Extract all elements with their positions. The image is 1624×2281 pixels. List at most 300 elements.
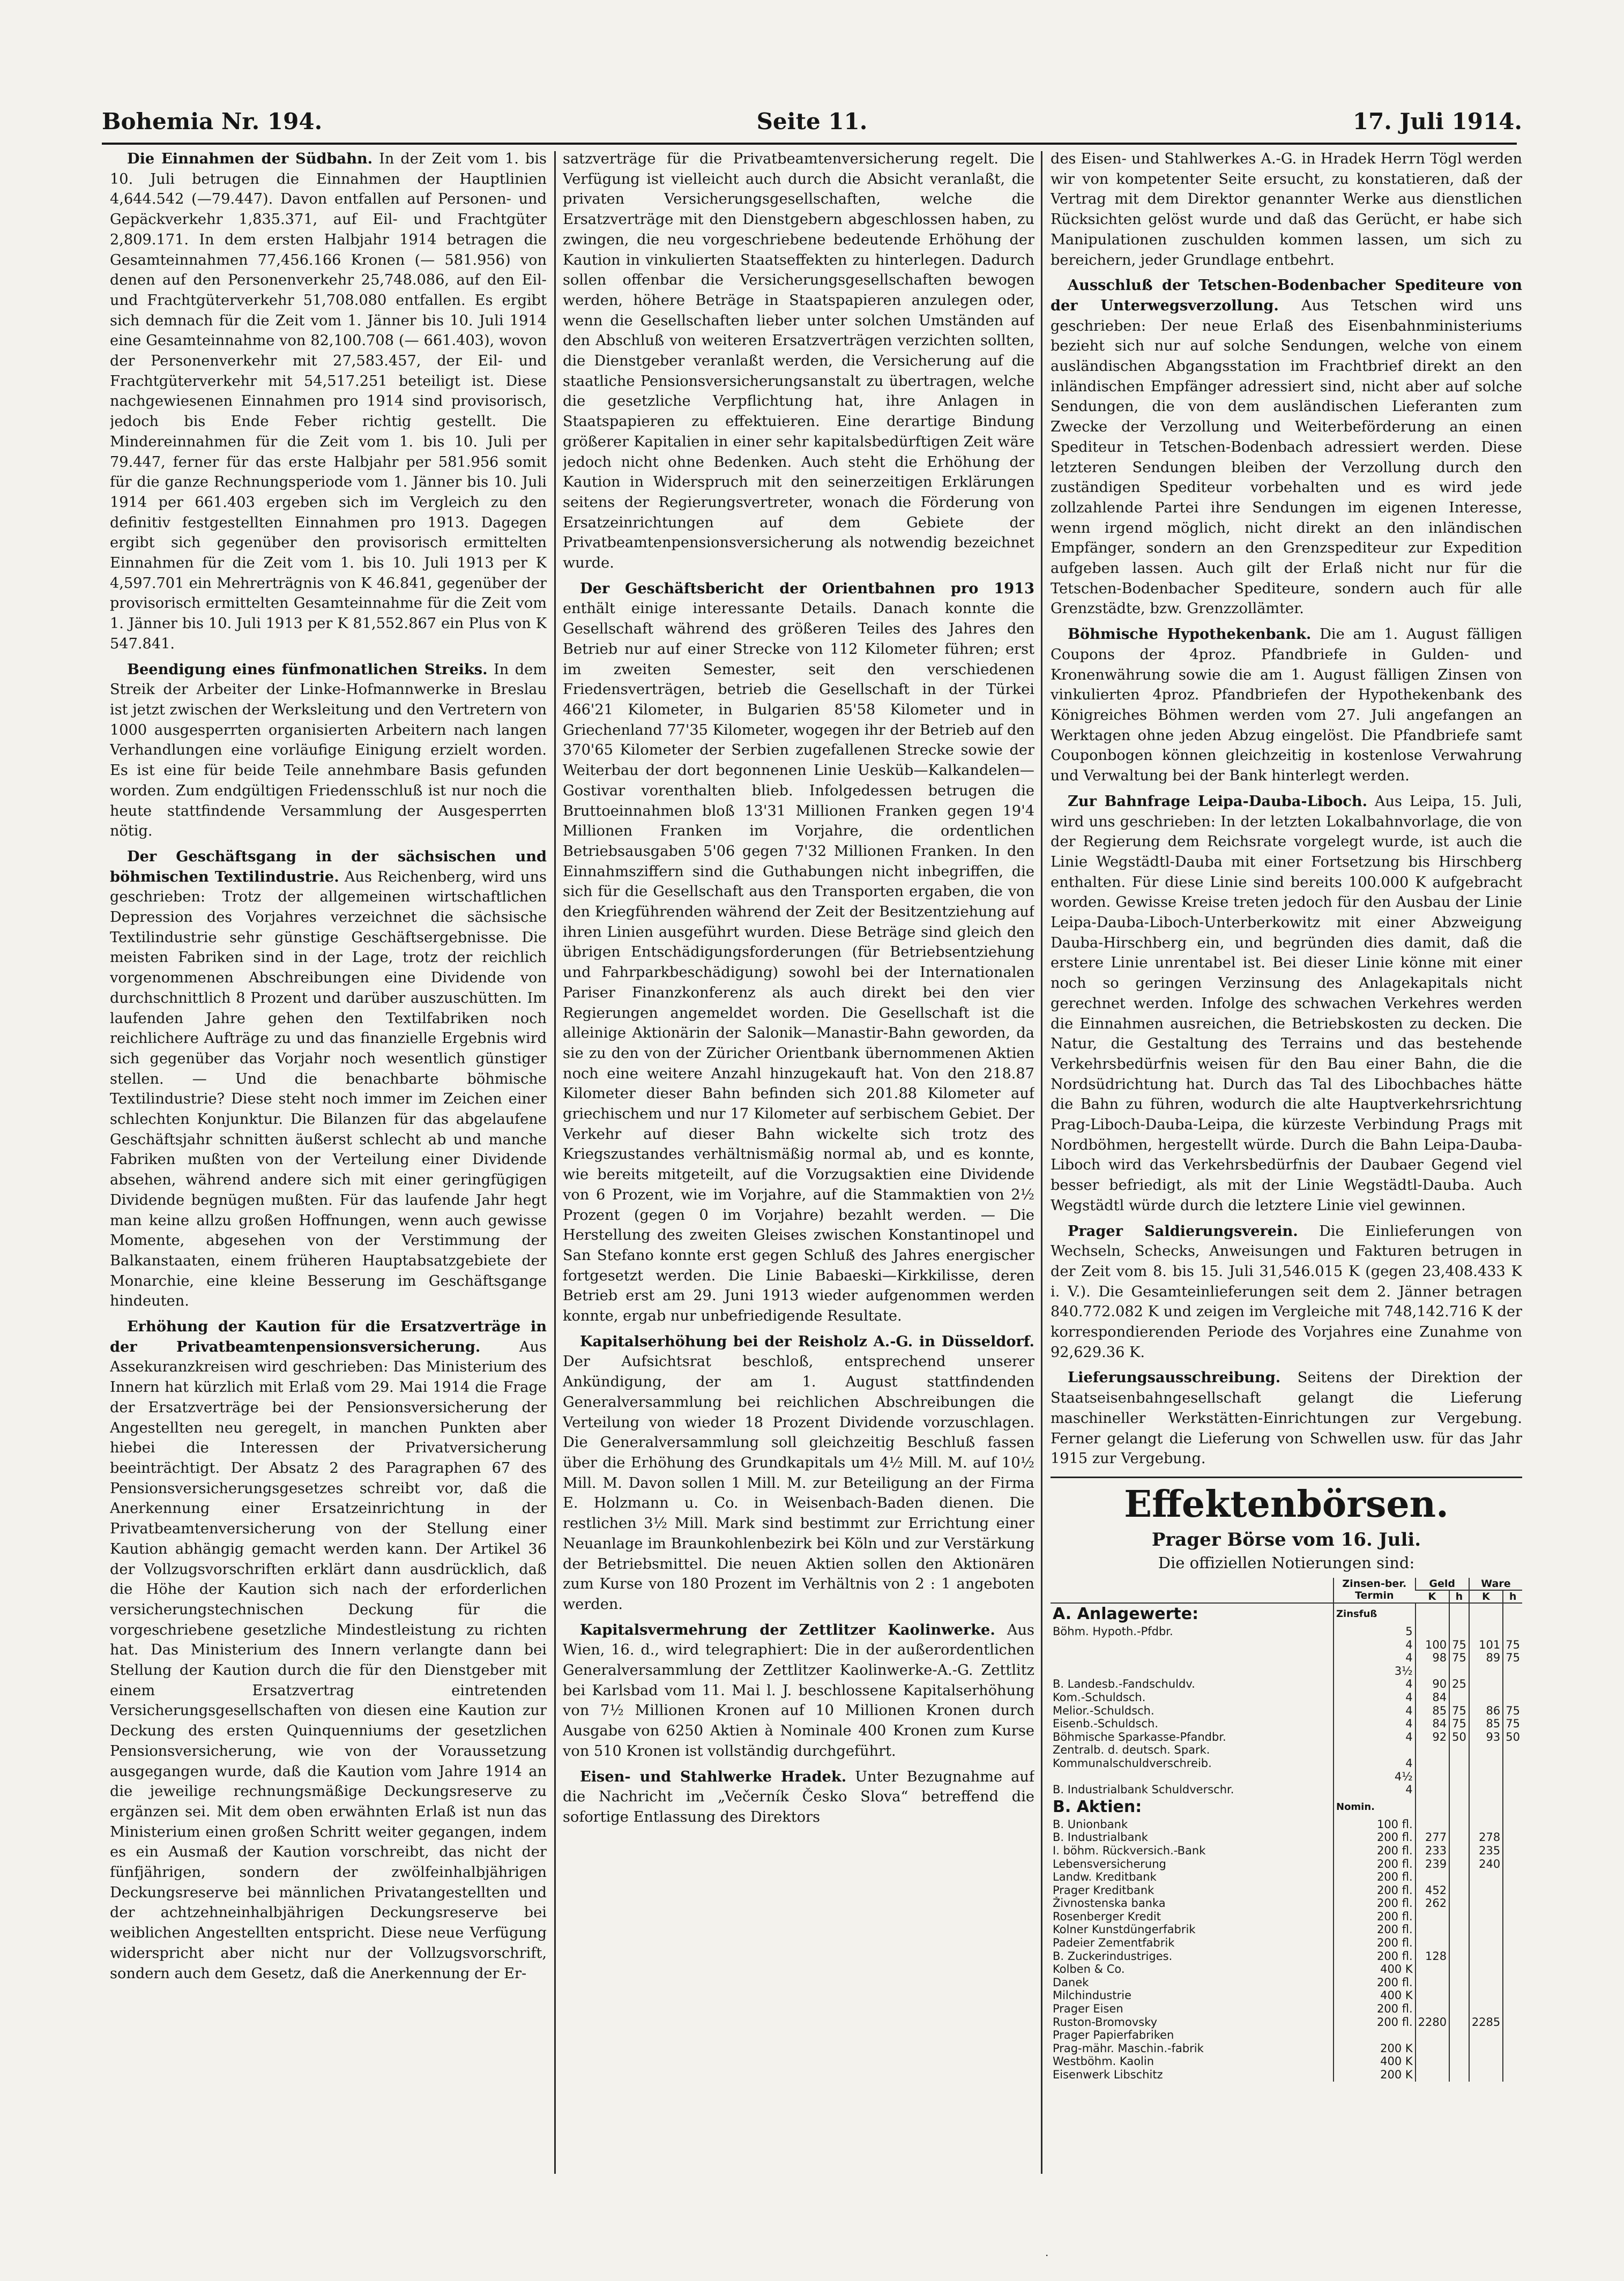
bid-heller	[1449, 1743, 1469, 1757]
bid-kronen	[1416, 2042, 1449, 2055]
ask-heller: 75	[1503, 1651, 1522, 1665]
bid-heller	[1449, 1963, 1469, 1976]
bid-heller	[1449, 2029, 1469, 2042]
ask-heller	[1503, 1897, 1522, 1910]
stock-name: Ruston-Bromovsky	[1053, 2015, 1158, 2029]
article-paragraph	[1051, 275, 1522, 619]
ask-heller	[1503, 1844, 1522, 1858]
ask-heller	[1503, 1678, 1522, 1691]
stock-name: Rosenberger Kredit	[1053, 1910, 1161, 1923]
column-1	[110, 149, 547, 2211]
article-heading: Kapitalsvermehrung der Zettlitzer Kaolinwerke.	[580, 1621, 995, 1638]
ask-kronen: 85	[1469, 1717, 1503, 1731]
stock-name	[1051, 1665, 1334, 1678]
ask-heller	[1503, 2002, 1522, 2016]
stock-term: 200 K	[1334, 2068, 1416, 2082]
stock-term: 200 fl.	[1334, 2016, 1416, 2029]
article-paragraph	[1051, 624, 1522, 786]
stock-name-header	[1051, 1578, 1334, 1603]
bid-kronen	[1416, 1910, 1449, 1924]
bid-kronen: 92	[1416, 1731, 1449, 1744]
stock-row	[1051, 1625, 1522, 1638]
ask-heller	[1503, 2029, 1522, 2042]
stock-name: Landw. Kreditbank	[1053, 1870, 1157, 1884]
stock-row	[1051, 2016, 1522, 2029]
article-body: des Eisen- und Stahlwerkes A.-G. in Hradek Herrn Tögl werden wir von kompetenter Seite ersucht, zu konstatieren, daß der Vertrag mit dem Direktor genannter Werke aus dienstlichen Rücksichten gelöst wurde und daß das Gerücht, er habe sich Manipulationen zuschulden kommen lassen, um sich zu bereichern, jeder Grundlage entbehrt.	[1051, 151, 1522, 269]
ask-kronen	[1469, 1963, 1503, 1976]
ask-kronen	[1469, 1757, 1503, 1770]
bid-heller	[1449, 1757, 1469, 1770]
column-2	[563, 149, 1034, 2211]
ask-kronen	[1469, 1936, 1503, 1950]
stock-term: 4	[1334, 1783, 1416, 1797]
ask-heller	[1503, 1870, 1522, 1884]
ask-kronen: 2285	[1469, 2016, 1503, 2029]
ask-kronen: 86	[1469, 1704, 1503, 1718]
stock-name: Padeier Zementfabrik	[1053, 1936, 1175, 1950]
bid-kronen	[1416, 2002, 1449, 2016]
stock-row	[1051, 1770, 1522, 1784]
article-body: Aus Leipa, 15. Juli, wird uns geschrieben: In der letzten Lokalbahnvorlage, die von der Regierung dem Reichsrate vorgelegt wurde, ist auch die Linie Wegstädtl-Dauba mit einer Fortsetzung bis Hirschberg enthalten. Für diese Linie sind bereits 100.000 K aufgebracht worden. Gewisse Kreise treten jedoch für den Ausbau der Linie Leipa-Dauba-Liboch-Unterberkowitz mit einer Abzweigung Dauba-Hirschberg ein, und begründen dies damit, daß die erstere Linie unrentabel ist. Bei dieser Linie könne mit einer noch so geringen Verzinsung des Anlagekapitals nicht gerechnet werden. Infolge des schwachen Verkehres werden die Einnahmen ausreichen, die Betriebskosten zu decken. Die Natur, die Gestaltung des Terrains und das bestehende Verkehrsbedürfnis weisen für den Bau einer Bahn, die die Nordsüdrichtung hat. Durch das Tal des Libochbaches hätte die Bahn zu führen, wodurch die alte Hauptverkehrsrichtung Prag-Liboch-Dauba-Leipa, die kürzeste Verbindung Prags mit Nordböhmen, hergestellt würde. Durch die Bahn Leipa-Dauba-Liboch wird das Verkehrsbedürfnis der Daubaer Gegend viel besser befriedigt, als mit der Linie Wegstädtl-Dauba. Auch Wegstädtl würde durch die letztere Linie viel gewinnen.	[1051, 793, 1522, 1214]
stock-empty-cell	[1469, 1603, 1503, 1625]
stock-term: 200 K	[1334, 2042, 1416, 2055]
article-paragraph	[563, 1620, 1034, 1762]
article-body: Der Aufsichtsrat beschloß, entsprechend unserer Ankündigung, der am 1. August stattfindenden Generalversammlung bei reichlichen Abschreibungen die Verteilung von wieder 18 Prozent Dividende vorzuschlagen. Die Generalversammlung soll gleichzeitig Beschluß fassen über die Erhöhung des Grundkapitals um 4½ Mill. M. auf 10½ Mill. M. Davon sollen 1 Mill. M. zur Beteiligung an der Firma E. Holzmann u. Co. in Weisenbach-Baden dienen. Die restlichen 3½ Mill. Mark sind bestimmt zur Errichtung einer Neuanlage im Braunkohlenbezirk bei Köln und zur Verstärkung der Betriebsmittel. Die neuen Aktien sollen den Aktionären zum Kurse von 180 Prozent im Verhältnis von 2 : 1 angeboten werden.	[563, 1353, 1034, 1613]
stock-name: Danek	[1053, 1976, 1089, 1989]
stock-row	[1051, 1743, 1522, 1757]
ask-heller: 75	[1503, 1704, 1522, 1718]
bid-kronen	[1416, 1770, 1449, 1784]
stock-group-row	[1051, 1603, 1522, 1625]
article-paragraph	[1051, 1221, 1522, 1363]
ask-kronen	[1469, 1976, 1503, 1989]
article-paragraph	[563, 149, 1034, 573]
bid-kronen: 239	[1416, 1858, 1449, 1871]
bid-kronen: 84	[1416, 1717, 1449, 1731]
ask-kronen	[1469, 1950, 1503, 1963]
ask-heller	[1503, 1783, 1522, 1797]
article-heading: Beendigung eines fünfmonatlichen Streiks.	[127, 660, 488, 678]
stock-quotes-table	[1051, 1578, 1522, 2082]
column-divider	[554, 151, 556, 2174]
stock-empty-cell	[1503, 1797, 1522, 1818]
stock-row	[1051, 1884, 1522, 1897]
bid-header: Geld	[1416, 1578, 1469, 1590]
stock-section-title: Effektenbörsen.	[1051, 1477, 1522, 1527]
article-paragraph	[110, 847, 547, 1311]
bid-heller: 75	[1449, 1704, 1469, 1718]
header-rule	[102, 143, 1517, 145]
stock-term: 4	[1334, 1651, 1416, 1665]
ask-kronen	[1469, 1989, 1503, 2002]
bid-heller	[1449, 1910, 1469, 1924]
stock-row	[1051, 1783, 1522, 1797]
stock-row	[1051, 1858, 1522, 1871]
bid-kronen	[1416, 1783, 1449, 1797]
stock-name: Prager Papierfabriken	[1053, 2029, 1174, 2042]
bid-heller: 25	[1449, 1678, 1469, 1691]
ask-kronen: 240	[1469, 1858, 1503, 1871]
bid-heller	[1449, 1950, 1469, 1963]
ask-heller	[1503, 1923, 1522, 1936]
bid-k-header: K	[1416, 1590, 1449, 1603]
article-paragraph	[110, 660, 547, 841]
ask-heller	[1503, 1936, 1522, 1950]
bid-kronen	[1416, 1936, 1449, 1950]
interest-term-header: Zinsen-ber. Termin	[1334, 1578, 1416, 1603]
stock-term	[1334, 2029, 1416, 2042]
ask-heller	[1503, 1770, 1522, 1784]
stock-term: 4	[1334, 1704, 1416, 1718]
ask-kronen	[1469, 1625, 1503, 1638]
bid-kronen	[1416, 1665, 1449, 1678]
stock-row	[1051, 2068, 1522, 2082]
stock-row	[1051, 1704, 1522, 1718]
stock-term: 200 fl.	[1334, 1950, 1416, 1963]
stock-term: 200 fl.	[1334, 1923, 1416, 1936]
article-heading: Lieferungsausschreibung.	[1068, 1369, 1281, 1387]
bid-heller	[1449, 1625, 1469, 1638]
ask-kronen	[1469, 1923, 1503, 1936]
stock-row	[1051, 2029, 1522, 2042]
ask-kronen	[1469, 1743, 1503, 1757]
stock-intro: Die offiziellen Notierungen sind:	[1158, 1554, 1415, 1572]
stock-term: 200 fl.	[1334, 1844, 1416, 1858]
article-heading: Böhmische Hypothekenbank.	[1068, 625, 1312, 643]
article-body: Seitens der Direktion der Staatseisenbahngesellschaft gelangt die Lieferung maschineller Werkstätten-Einrichtungen zur Vergebung. Ferner gelangt die Lieferung von Schwellen usw. für das Jahr 1915 zur Vergebung.	[1051, 1369, 1522, 1467]
article-heading: Prager Saldierungsverein.	[1068, 1222, 1298, 1240]
bid-heller	[1449, 2068, 1469, 2082]
bid-heller	[1449, 1770, 1469, 1784]
article-body: Die Einlieferungen von Wechseln, Schecks, Anweisungen und Fakturen betrugen in der Zeit vom 8. bis 15. Juli 31,546.015 K (gegen 23,408.433 K i. V.). Die Gesamteinlieferungen seit dem 2. Jänner betragen 840.772.082 K und zeigen im Vergleiche mit 748,142.716 K der korrespondierenden Periode des Vorjahres eine Zunahme von 92,629.36 K.	[1051, 1223, 1522, 1361]
article-heading: Die Einnahmen der Südbahn.	[127, 150, 373, 167]
article-heading: Kapitalserhöhung bei der Reisholz A.-G. in Düsseldorf.	[580, 1332, 1034, 1350]
stock-term: 4	[1334, 1678, 1416, 1691]
article-body: Aus Assekuranzkreisen wird geschrieben: Das Ministerium des Innern hat kürzlich mit Erlaß vom 29. Mai 1914 die Frage der Ersatzverträge bei der Pensionsversicherung der Angestellten neu geregelt, in manchen Punkten aber hiebei die Interessen der Privatversicherung beeinträchtigt. Der Absatz 2 des Paragraphen 67 des Pensionsversicherungsgesetzes schreibt vor, daß die Anerkennung einer Ersatzeinrichtung in der Privatbeamtenversicherung von der Stellung einer Kaution abhängig gemacht werden kann. Der Artikel 36 der Vollzugsvorschriften erklärt dann ausdrücklich, daß die Höhe der Kaution sich nach der erforderlichen versicherungstechnischen Deckung für die vorgeschriebene gesetzliche Mindestleistung zu richten hat. Das Ministerium des Innern verlangte dann bei Stellung der Kaution durch die für den Dienstgeber mit einem Ersatzvertrag eintretenden Versicherungsgesellschaften von diesen eine Kaution zur Deckung des ersten Quinquenniums der gesetzlichen Pensionsversicherung, wie von der Voraussetzung ausgegangen wurde, daß die Kaution vom Jahre 1914 an die jeweilige rechnungsmäßige Deckungsreserve zu ergänzen sei. Mit dem oben erwähnten Erlaß ist nun das Ministerium einen großen Schritt weiter gegangen, indem es ein Ausmaß der Kaution vorschreibt, das nicht der fünfjährigen, sondern der zwölfeinhalbjährigen Deckungsreserve bei männlichen Privatangestellten und der achtzehneinhalbjährigen Deckungsreserve bei weiblichen Angestellten entspricht. Diese neue Verfügung widerspricht aber nicht nur der Vollzugsvorschrift, sondern auch dem Gesetz, daß die Anerkennung der Er-	[110, 1338, 547, 1982]
stock-row	[1051, 1638, 1522, 1652]
bid-kronen: 98	[1416, 1651, 1449, 1665]
stock-name: Prager Kreditbank	[1053, 1883, 1154, 1897]
article-paragraph	[1051, 149, 1522, 270]
stock-name: Kolner Kunstdüngerfabrik	[1053, 1923, 1196, 1936]
stock-row	[1051, 1936, 1522, 1950]
stock-name: Kolben & Co.	[1053, 1963, 1125, 1976]
ask-heller	[1503, 1989, 1522, 2002]
stock-name: I. böhm. Rückversich.-Bank	[1053, 1844, 1206, 1857]
stock-term: 3½	[1334, 1665, 1416, 1678]
ask-heller	[1503, 1625, 1522, 1638]
ask-kronen: 101	[1469, 1638, 1503, 1652]
stock-row	[1051, 1717, 1522, 1731]
bid-heller	[1449, 2002, 1469, 2016]
ask-heller	[1503, 1858, 1522, 1871]
bid-h-header: h	[1449, 1590, 1469, 1603]
bid-kronen	[1416, 1923, 1449, 1936]
ask-heller	[1503, 1976, 1522, 1989]
stock-row	[1051, 1665, 1522, 1678]
article-body: Aus Tetschen wird uns geschrieben: Der neue Erlaß des Eisenbahnministeriums bezieht sich nur auf solche Sendungen, welche von einem ausländischen Abgangsstation im Frachtbrief direkt an den inländischen Empfänger adressiert sind, nicht aber auf solche Sendungen, die von dem ausländischen Lieferanten zum Zwecke der Verzollung und Weiterbeförderung an einen Spediteur in Tetschen-Bodenbach adressiert werden. Diese letzteren Sendungen bleiben der Verzollung durch den zuständigen Spediteur vorbehalten und es wird jede zollzahlende Partei ihre Sendungen im eigenen Interesse, wenn irgend möglich, nicht direkt an den inländischen Empfänger, sondern an den Grenzspediteur zur Expedition aufgeben lassen. Auch gilt der Erlaß nicht nur für die Tetschen-Bodenbacher Spediteure, sondern auch für alle Grenzstädte, bzw. Grenzzollämter.	[1051, 297, 1522, 617]
stock-row	[1051, 1989, 1522, 2002]
bid-kronen	[1416, 1976, 1449, 1989]
article-paragraph	[563, 1332, 1034, 1615]
page-header	[102, 102, 1522, 145]
ask-heller	[1503, 2055, 1522, 2068]
ask-kronen	[1469, 2068, 1503, 2082]
page-mark: ·	[1045, 2249, 1049, 2262]
stock-name: Böhmische Sparkasse-Pfandbr.	[1053, 1730, 1226, 1743]
stock-term	[1334, 1743, 1416, 1757]
stock-name: Prag-mähr. Maschin.-fabrik	[1053, 2041, 1204, 2055]
article-heading: Ausschluß der Tetschen-Bodenbacher Spediteure von der Unterwegsverzollung.	[1051, 277, 1522, 314]
stock-name: Eisenb.-Schuldsch.	[1053, 1717, 1158, 1731]
bid-heller: 75	[1449, 1638, 1469, 1652]
stock-term: 400 K	[1334, 2055, 1416, 2068]
bid-kronen: 277	[1416, 1831, 1449, 1844]
stock-term: 4	[1334, 1731, 1416, 1744]
ask-heller	[1503, 1963, 1522, 1976]
bid-kronen	[1416, 1625, 1449, 1638]
ask-kronen	[1469, 1665, 1503, 1678]
stock-name: B. Industrialbank Schuldverschr.	[1053, 1783, 1234, 1797]
stock-term: 200 fl.	[1334, 1831, 1416, 1844]
article-body: Aus Wien, 16. d., wird telegraphiert: Die in der außerordentlichen Generalversammlung der Zettlitzer Kaolinwerke-A.-G. Zettlitz bei Karlsbad vom 11. Mai l. J. beschlossene Kapitalserhöhung von 7½ Millionen Kronen auf 10 Millionen Kronen durch Ausgabe von 6250 Aktien à Nominale 400 Kronen zum Kurse von 510 Kronen ist vollständig durchgeführt.	[563, 1621, 1034, 1760]
bid-heller	[1449, 1858, 1469, 1871]
ask-heller	[1503, 1910, 1522, 1924]
stock-row	[1051, 1950, 1522, 1963]
stock-name: Kommunalschuldverschreib.	[1053, 1756, 1212, 1770]
ask-h-header: h	[1503, 1590, 1522, 1603]
stock-name: B. Zuckerindustriges.	[1053, 1949, 1173, 1963]
article-body: In der Zeit vom 1. bis 10. Juli betrugen die Einnahmen der Hauptlinien 4,644.542 (—79.447). Davon entfallen auf Personen- und Gepäckverkehr 1,835.371, auf Eil- und Frachtgüter 2,809.171. In dem ersten Halbjahr 1914 betragen die Gesamteinnahmen 77,456.166 Kronen (— 581.956) von denen auf den Personenverkehr 25,748.086, auf den Eil- und Frachtgüterverkehr 51,708.080 entfallen. Es ergibt sich demnach für die Zeit vom 1. Jänner bis 10. Juli 1914 eine Gesamteinnahme von 82,100.708 (— 661.403), wovon der Personenverkehr mit 27,583.457, der Eil- und Frachtgüterverkehr mit 54,517.251 beteiligt ist. Diese nachgewiesenen Einnahmen pro 1914 sind provisorisch, jedoch bis Ende Feber richtig gestellt. Die Mindereinnahmen für die Zeit vom 1. bis 10. Juli per 79.447, ferner für das erste Halbjahr per 581.956 somit für die ganze Rechnungsperiode vom 1. Jänner bis 10. Juli 1914 per 661.403 ergeben sich im Vergleich zu den definitiv festgestellten Einnahmen pro 1913. Dagegen ergibt sich gegenüber den provisorisch ermittelten Einnahmen für die Zeit vom 1. bis 10. Juli 1913 per K 4,597.701 ein Mehrerträgnis von K 46.841, gegenüber der provisorisch ermittelten Gesamteinnahme für die Zeit vom 1. Jänner bis 10. Juli 1913 per K 81,552.867 ein Plus von K 547.841.	[110, 151, 547, 652]
stock-row	[1051, 2042, 1522, 2055]
ask-kronen	[1469, 1678, 1503, 1691]
ask-kronen	[1469, 2029, 1503, 2042]
bid-heller	[1449, 2055, 1469, 2068]
publication-name: Bohemia Nr. 194.	[102, 108, 323, 135]
bid-kronen: 100	[1416, 1638, 1449, 1652]
bid-heller	[1449, 1884, 1469, 1897]
stock-term: 200 fl.	[1334, 1897, 1416, 1910]
ask-kronen	[1469, 2002, 1503, 2016]
stock-row	[1051, 1844, 1522, 1858]
article-paragraph	[1051, 792, 1522, 1216]
stock-name: Melior.-Schuldsch.	[1053, 1704, 1154, 1717]
bid-kronen: 90	[1416, 1678, 1449, 1691]
bid-heller: 50	[1449, 1731, 1469, 1744]
ask-kronen	[1469, 2042, 1503, 2055]
column-3-articles	[1051, 149, 1522, 1469]
stock-name: B. Landesb.-Fandschuldv.	[1053, 1678, 1195, 1691]
ask-k-header: K	[1469, 1590, 1503, 1603]
stock-group-label: A. Anlagewerte:	[1053, 1605, 1199, 1623]
article-body: Die am 1. August fälligen Coupons der 4proz. Pfandbriefe in Gulden- und Kronenwährung sowie die am 1. August fälligen Zinsen von vinkulierten 4proz. Pfandbriefen der Hypothekenbank des Königreiches Böhmen werden vom 27. Juli angefangen an Werktagen ohne jeden Abzug eingelöst. Die Pfandbriefe samt Couponbogen können gleichzeitig in kostenlose Verwahrung und Verwaltung bei der Bank hinterlegt werden.	[1051, 626, 1522, 785]
ask-heller	[1503, 1831, 1522, 1844]
ask-heller	[1503, 1818, 1522, 1831]
bid-heller	[1449, 1818, 1469, 1831]
article-heading: Zur Bahnfrage Leipa-Dauba-Liboch.	[1068, 792, 1368, 810]
bid-heller	[1449, 1831, 1469, 1844]
stock-empty-cell	[1469, 1797, 1503, 1818]
stock-name: Milchindustrie	[1053, 1989, 1131, 2002]
stock-row	[1051, 1651, 1522, 1665]
article-body: satzverträge für die Privatbeamtenversicherung regelt. Die Verfügung ist vielleicht auch durch die Absicht veranlaßt, die privaten Versicherungsgesellschaften, welche die Ersatzverträge mit den Dienstgebern abgeschlossen haben, zu zwingen, die neu vorgeschriebene bedeutende Erhöhung der Kaution in vinkulierten Staatseffekten zu hinterlegen. Dadurch sollen offenbar die Versicherungsgesellschaften bewogen werden, höhere Beträge in Staatspapieren anzulegen oder, wenn die Gesellschaften lieber unter solchen Umständen auf den Abschluß von weiteren Ersatzverträgen verzichten sollten, die Dienstgeber veranlaßt werden, die Versicherung auf die staatliche Pensionsversicherungsanstalt zu übertragen, welche die gesetzliche Verpflichtung hat, ihre Anlagen in Staatspapieren zu effektuieren. Eine derartige Bindung größerer Kapitalien in einer sehr kapitalsbedürftigen Zeit wäre jedoch nicht ohne Bedenken. Auch steht die Erhöhung der Kaution in Widerspruch mit den seinerzeitigen Erklärungen seitens der Regierungsvertreter, wonach die Förderung von Ersatzeinrichtungen auf dem Gebiete der Privatbeamtenpensionsversicherung als notwendig bezeichnet wurde.	[563, 151, 1034, 572]
stock-term: 400 K	[1334, 1989, 1416, 2002]
ask-kronen	[1469, 1770, 1503, 1784]
ask-heller	[1503, 1691, 1522, 1704]
bid-kronen	[1416, 2068, 1449, 2082]
stock-row	[1051, 1691, 1522, 1704]
stock-name: Prager Eisen	[1053, 2002, 1123, 2016]
ask-heller: 75	[1503, 1638, 1522, 1652]
ask-heller	[1503, 1757, 1522, 1770]
stock-name: B. Unionbank	[1053, 1817, 1128, 1831]
stock-row	[1051, 1818, 1522, 1831]
bid-kronen: 2280	[1416, 2016, 1449, 2029]
stock-term: 200 fl.	[1334, 1976, 1416, 1989]
bid-heller	[1449, 2016, 1469, 2029]
stock-term: 100 fl.	[1334, 1818, 1416, 1831]
stock-empty-cell	[1416, 1603, 1449, 1625]
article-heading: Eisen- und Stahlwerke Hradek.	[580, 1768, 847, 1785]
column-3	[1051, 149, 1522, 2211]
stock-row	[1051, 2055, 1522, 2068]
bid-kronen: 84	[1416, 1691, 1449, 1704]
stock-name: Živnostenska banka	[1053, 1897, 1166, 1910]
article-paragraph	[1051, 1368, 1522, 1469]
article-body: In dem Streik der Arbeiter der Linke-Hofmannwerke in Breslau ist jetzt zwischen der Werksleitung und den Vertretern von 1000 ausgesperrten organisierten Arbeitern nach langen Verhandlungen eine vorläufige Einigung erzielt worden. Es ist eine für beide Teile annehmbare Basis gefunden worden. Zum endgültigen Friedensschluß ist nur noch die heute stattfindende Versammlung der Ausgesperrten nötig.	[110, 661, 547, 840]
ask-heller: 75	[1503, 1717, 1522, 1731]
stock-term: 200 fl.	[1334, 1858, 1416, 1871]
ask-kronen	[1469, 1897, 1503, 1910]
stock-name: Böhm. Hypoth.-Pfdbr.	[1053, 1625, 1173, 1638]
stock-empty-cell	[1503, 1603, 1522, 1625]
stock-row	[1051, 1976, 1522, 1989]
ask-kronen	[1469, 1870, 1503, 1884]
bid-heller	[1449, 1936, 1469, 1950]
stock-row	[1051, 1678, 1522, 1691]
stock-group-sublabel: Zinsfuß	[1334, 1603, 1416, 1625]
stock-name: Lebensversicherung	[1053, 1857, 1166, 1870]
bid-heller	[1449, 1976, 1469, 1989]
stock-row	[1051, 1923, 1522, 1936]
ask-kronen: 89	[1469, 1651, 1503, 1665]
bid-kronen: 128	[1416, 1950, 1449, 1963]
stock-term: 400 K	[1334, 1963, 1416, 1976]
bid-kronen	[1416, 2029, 1449, 2042]
ask-heller	[1503, 1884, 1522, 1897]
ask-kronen	[1469, 1910, 1503, 1924]
stock-row	[1051, 1757, 1522, 1770]
article-heading: Erhöhung der Kaution für die Ersatzverträge in der Privatbeamtenpensionsversicherung.	[110, 1318, 547, 1355]
stock-row	[1051, 1870, 1522, 1884]
ask-heller	[1503, 1743, 1522, 1757]
stock-name: Kom.-Schuldsch.	[1053, 1690, 1146, 1704]
stock-exchange-subtitle: Prager Börse vom 16. Juli.	[1151, 1529, 1421, 1551]
ask-heller	[1503, 1950, 1522, 1963]
stock-term: 4	[1334, 1691, 1416, 1704]
bid-heller	[1449, 1870, 1469, 1884]
stock-term: 200 fl.	[1334, 1936, 1416, 1950]
bid-heller: 75	[1449, 1717, 1469, 1731]
stock-name: Eisenwerk Libschitz	[1053, 2068, 1163, 2081]
article-body: Unter Bezugnahme auf die Nachricht im „Večerník Česko Slova“ betreffend die sofortige Entlassung des Direktors	[563, 1768, 1034, 1825]
stock-row	[1051, 1897, 1522, 1910]
bid-heller	[1449, 2042, 1469, 2055]
bid-kronen	[1416, 1757, 1449, 1770]
stock-term: 4	[1334, 1757, 1416, 1770]
ask-heller: 50	[1503, 1731, 1522, 1744]
bid-heller: 75	[1449, 1651, 1469, 1665]
ask-heller	[1503, 2068, 1522, 2082]
stock-row	[1051, 1910, 1522, 1924]
bid-heller	[1449, 1844, 1469, 1858]
stock-name: B. Industrialbank	[1053, 1831, 1148, 1844]
stock-group-sublabel: Nomin.	[1334, 1797, 1416, 1818]
article-paragraph	[563, 579, 1034, 1326]
bid-heller	[1449, 1923, 1469, 1936]
stock-row	[1051, 2002, 1522, 2016]
bid-kronen: 85	[1416, 1704, 1449, 1718]
stock-table-body	[1051, 1603, 1522, 2082]
bid-kronen	[1416, 1743, 1449, 1757]
bid-heller	[1449, 1783, 1469, 1797]
ask-kronen: 93	[1469, 1731, 1503, 1744]
bid-kronen	[1416, 1963, 1449, 1976]
stock-name	[1051, 1770, 1334, 1784]
issue-date: 17. Juli 1914.	[1352, 108, 1522, 135]
stock-group-row	[1051, 1797, 1522, 1818]
article-paragraph	[563, 1767, 1034, 1828]
ask-heller	[1503, 2042, 1522, 2055]
bid-kronen: 233	[1416, 1844, 1449, 1858]
stock-empty-cell	[1416, 1797, 1449, 1818]
stock-term: 200 fl.	[1334, 1884, 1416, 1897]
ask-heller	[1503, 1665, 1522, 1678]
stock-row	[1051, 1731, 1522, 1744]
stock-name: Westböhm. Kaolin	[1053, 2055, 1154, 2068]
bid-kronen: 452	[1416, 1884, 1449, 1897]
stock-empty-cell	[1449, 1603, 1469, 1625]
stock-term: 200 fl.	[1334, 2002, 1416, 2016]
article-body: enthält einige interessante Details. Danach konnte die Gesellschaft während des größeren Teiles des Jahres den Betrieb nur auf einer Strecke von 112 Kilometer führen; erst im zweiten Semester, seit den verschiedenen Friedensverträgen, betrieb die Gesellschaft in der Türkei 466'21 Kilometer, in Bulgarien 85'58 Kilometer und in Griechenland 77'35 Kilometer, wogegen ihr der Betrieb auf den 370'65 Kilometer der Serbien zugefallenen Strecke sowie der Weiterbau der dort begonnenen Linie Uesküb—Kalkandelen—Gostivar vorenthalten blieb. Infolgedessen betrugen die Bruttoeinnahmen bloß 13'31 Millionen Franken gegen 19'4 Millionen Franken im Vorjahre, die ordentlichen Betriebsausgaben 5'06 gegen 7'32 Millionen Franken. In den Einnahmsziffern sind die Guthabungen nicht inbegriffen, die sich für die Gesellschaft aus den Transporten ergaben, die von den Kriegführenden während der Zeit der Besitzentziehung auf ihren Linien ausgeführt wurden. Diese Beträge sind gleich den übrigen Entschädigungsforderungen (für Betriebsentziehung und Fahrparkbeschädigung) sowohl bei der Internationalen Pariser Finanzkonferenz als auch direkt bei den vier Regierungen angemeldet worden. Die Gesellschaft ist die alleinige Aktionärin der Salonik—Manastir-Bahn geworden, da sie zu den von der Züricher Orientbank übernommenen Aktien noch eine weitere Anzahl hinzugekauft hat. Von den 218.87 Kilometer dieser Bahn befinden sich 201.88 Kilometer auf griechischem und nur 17 Kilometer auf serbischem Gebiet. Der Verkehr auf dieser Bahn wickelte sich trotz des Kriegszustandes verhältnismäßig normal ab, und es konnte, wie bereits mitgeteilt, auf die Vorzugsaktien eine Dividende von 6 Prozent, wie im Vorjahre, auf die Stammaktien von 2½ Prozent (gegen 0 im Vorjahre) bezahlt werden. — Die Herstellung des zweiten Gleises zwischen Konstantinopel und San Stefano konnte erst gegen Schluß des Jahres energischer fortgesetzt werden. Die Linie Babaeski—Kirkkilisse, deren Betrieb erst am 29. Juni 1913 wieder aufgenommen werden konnte, ergab nur unbefriedigende Resultate.	[563, 600, 1034, 1325]
stock-term: 4	[1334, 1638, 1416, 1652]
stock-term: 5	[1334, 1625, 1416, 1638]
stock-name	[1051, 1638, 1334, 1652]
stock-row	[1051, 1831, 1522, 1844]
article-paragraph	[110, 1317, 547, 1984]
stock-term: 200 fl.	[1334, 1910, 1416, 1924]
stock-empty-cell	[1449, 1797, 1469, 1818]
bid-heller	[1449, 1691, 1469, 1704]
stock-term: 200 fl.	[1334, 1870, 1416, 1884]
ask-kronen: 235	[1469, 1844, 1503, 1858]
ask-kronen	[1469, 1884, 1503, 1897]
stock-term: 4	[1334, 1717, 1416, 1731]
stock-row	[1051, 1963, 1522, 1976]
ask-kronen	[1469, 2055, 1503, 2068]
article-body: Aus Reichenberg, wird uns geschrieben: Trotz der allgemeinen wirtschaftlichen Depression des Vorjahres verzeichnet die sächsische Textilindustrie sehr günstige Geschäftsergebnisse. Die meisten Fabriken sind in der Lage, trotz der reichlich vorgenommenen Abschreibungen eine Dividende von durchschnittlich 8 Prozent und darüber auszuschütten. Im laufenden Jahre gehen den Textilfabriken noch reichlichere Aufträge zu und das finanzielle Ergebnis wird sich gegenüber das Vorjahr noch wesentlich günstiger stellen. — Und die benachbarte böhmische Textilindustrie? Diese steht noch immer im Zeichen einer schlechten Konjunktur. Die Bilanzen für das abgelaufene Geschäftsjahr schnitten äußerst schlecht ab und manche Fabriken mußten von der Verteilung einer Dividende absehen, während andere sich mit einer geringfügigen Dividende begnügen mußten. Für das laufende Jahr hegt man keine allzu großen Hoffnungen, wenn auch gewisse Momente, abgesehen von der Verstimmung der Balkanstaaten, einem früheren Hauptabsatzgebiete der Monarchie, eine kleine Besserung im Geschäftsgange hindeuten.	[110, 868, 547, 1310]
article-heading: Der Geschäftsgang in der sächsischen und böhmischen Textilindustrie.	[110, 847, 547, 885]
ask-kronen	[1469, 1691, 1503, 1704]
bid-kronen	[1416, 1989, 1449, 2002]
ask-kronen: 278	[1469, 1831, 1503, 1844]
bid-heller	[1449, 1897, 1469, 1910]
bid-kronen	[1416, 1818, 1449, 1831]
article-paragraph	[110, 149, 547, 654]
ask-kronen	[1469, 1818, 1503, 1831]
stock-name	[1051, 1651, 1334, 1665]
article-heading: Der Geschäftsbericht der Orientbahnen pro 1913	[580, 579, 1034, 597]
